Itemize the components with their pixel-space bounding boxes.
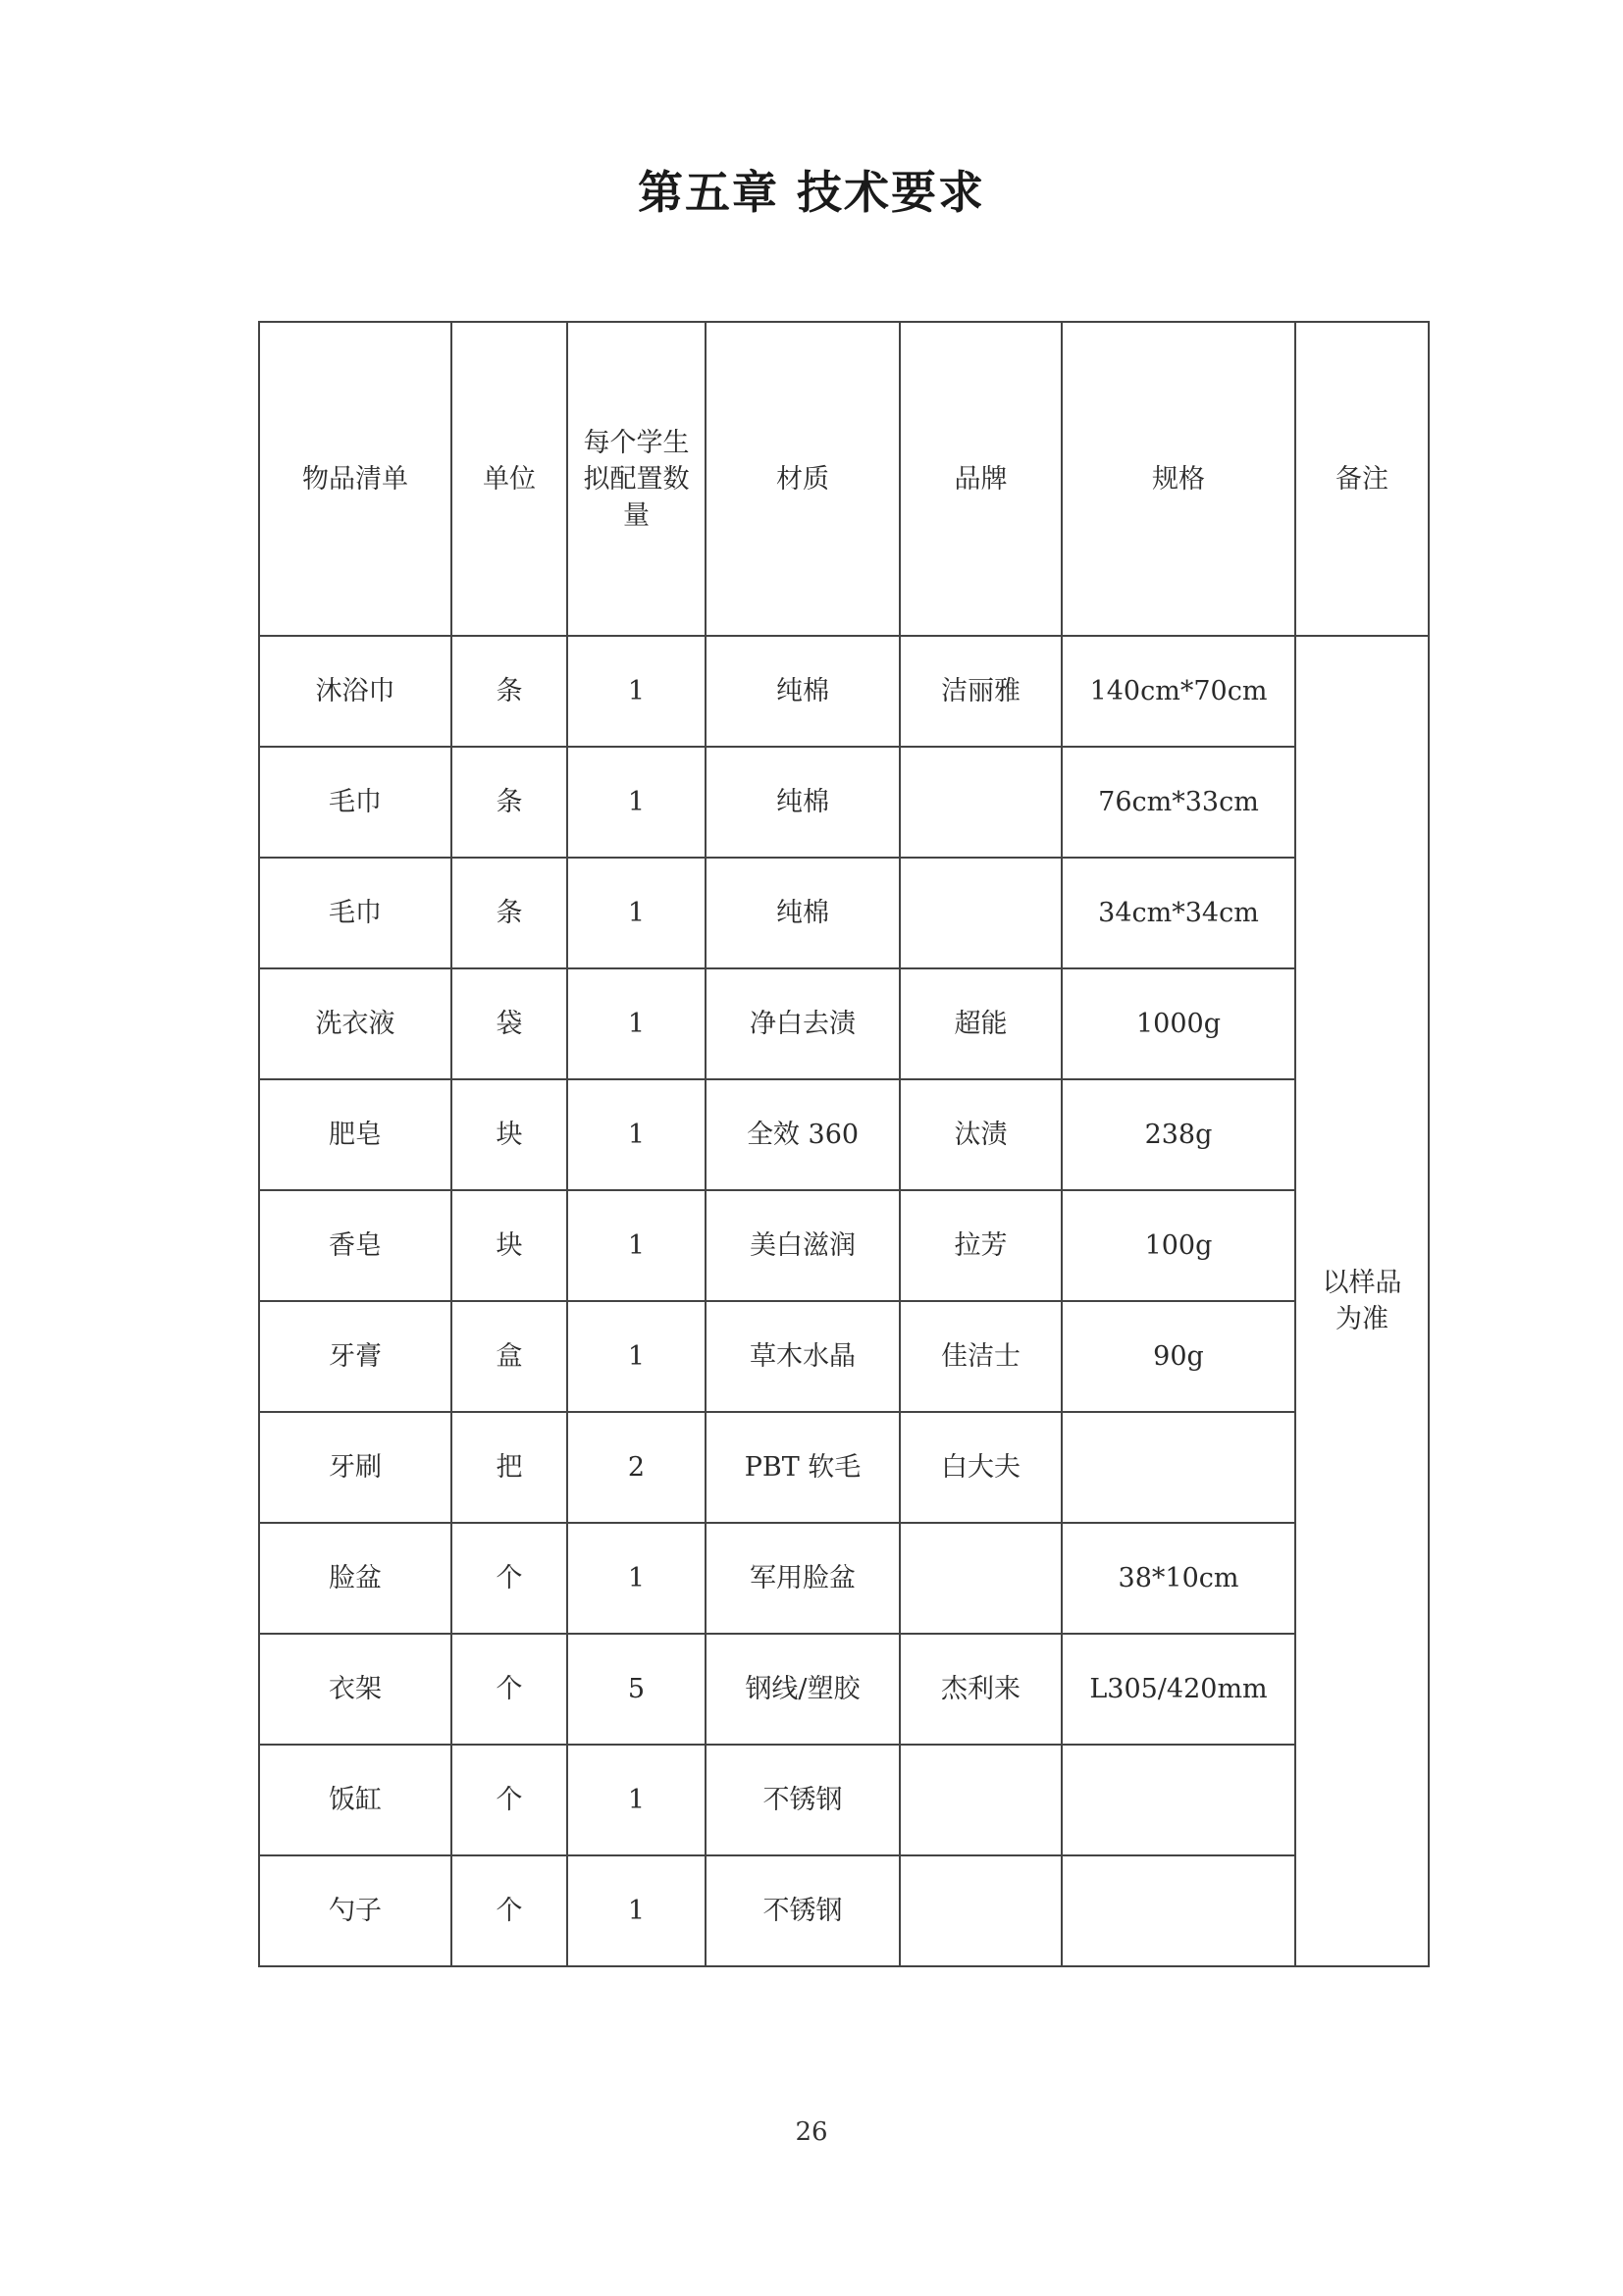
cell-brand [900,1745,1062,1855]
page-title: 第五章 技术要求 [637,166,985,219]
table-row [259,1523,1429,1634]
cell-material: 军用脸盆 [706,1523,900,1634]
note-text: 以样品为准 [1322,1268,1402,1334]
cell-qty: 2 [567,1412,706,1523]
cell-item: 毛巾 [259,858,451,968]
table-row [259,1745,1429,1855]
cell-qty: 5 [567,1634,706,1745]
table-row [259,1190,1429,1301]
header-material: 材质 [706,322,900,636]
page-number: 26 [795,2117,828,2147]
cell-unit: 条 [451,636,567,747]
cell-brand: 杰利来 [900,1634,1062,1745]
cell-qty: 1 [567,747,706,858]
cell-qty: 1 [567,636,706,747]
cell-spec [1062,1855,1295,1966]
cell-brand [900,747,1062,858]
cell-item: 饭缸 [259,1745,451,1855]
table-row [259,858,1429,968]
cell-material: 不锈钢 [706,1855,900,1966]
cell-material: 美白滋润 [706,1190,900,1301]
cell-note [1295,636,1429,1966]
cell-material: PBT 软毛 [706,1412,900,1523]
cell-brand [900,858,1062,968]
cell-spec [1062,1745,1295,1855]
cell-qty: 1 [567,1190,706,1301]
header-note: 备注 [1295,322,1429,636]
cell-unit: 条 [451,747,567,858]
table-row [259,1412,1429,1523]
cell-brand: 白大夫 [900,1412,1062,1523]
cell-spec [1062,1412,1295,1523]
cell-unit: 条 [451,858,567,968]
header-spec: 规格 [1062,322,1295,636]
cell-unit: 盒 [451,1301,567,1412]
cell-qty: 1 [567,1301,706,1412]
table-row [259,1079,1429,1190]
header-item: 物品清单 [259,322,451,636]
cell-brand: 拉芳 [900,1190,1062,1301]
cell-unit: 袋 [451,968,567,1079]
cell-unit: 个 [451,1634,567,1745]
cell-item: 肥皂 [259,1079,451,1190]
header-unit: 单位 [451,322,567,636]
cell-unit: 块 [451,1079,567,1190]
table-header-row [259,322,1429,636]
header-brand: 品牌 [900,322,1062,636]
table-row [259,968,1429,1079]
cell-item: 洗衣液 [259,968,451,1079]
cell-qty: 1 [567,1523,706,1634]
cell-qty: 1 [567,858,706,968]
cell-spec: 100g [1062,1190,1295,1301]
cell-item: 勺子 [259,1855,451,1966]
cell-material: 全效 360 [706,1079,900,1190]
cell-material: 纯棉 [706,858,900,968]
cell-material: 净白去渍 [706,968,900,1079]
cell-qty: 1 [567,968,706,1079]
cell-material: 纯棉 [706,636,900,747]
requirements-table [258,321,1430,1967]
cell-spec: 38*10cm [1062,1523,1295,1634]
cell-qty: 1 [567,1855,706,1966]
cell-spec: 140cm*70cm [1062,636,1295,747]
cell-brand: 佳洁士 [900,1301,1062,1412]
cell-material: 草木水晶 [706,1301,900,1412]
cell-brand: 超能 [900,968,1062,1079]
cell-item: 毛巾 [259,747,451,858]
cell-qty: 1 [567,1079,706,1190]
table-row [259,1634,1429,1745]
cell-material: 纯棉 [706,747,900,858]
cell-unit: 块 [451,1190,567,1301]
cell-spec: 76cm*33cm [1062,747,1295,858]
cell-spec: L305/420mm [1062,1634,1295,1745]
cell-brand [900,1855,1062,1966]
cell-unit: 把 [451,1412,567,1523]
cell-brand: 洁丽雅 [900,636,1062,747]
cell-brand: 汰渍 [900,1079,1062,1190]
cell-spec: 90g [1062,1301,1295,1412]
cell-item: 香皂 [259,1190,451,1301]
header-qty: 每个学生拟配置数量 [567,322,706,636]
table-row [259,1301,1429,1412]
cell-material: 钢线/塑胶 [706,1634,900,1745]
table-row [259,636,1429,747]
cell-brand [900,1523,1062,1634]
cell-unit: 个 [451,1523,567,1634]
cell-spec: 1000g [1062,968,1295,1079]
cell-item: 牙膏 [259,1301,451,1412]
cell-item: 牙刷 [259,1412,451,1523]
cell-unit: 个 [451,1745,567,1855]
cell-item: 沐浴巾 [259,636,451,747]
cell-material: 不锈钢 [706,1745,900,1855]
table-row [259,747,1429,858]
cell-item: 脸盆 [259,1523,451,1634]
cell-spec: 34cm*34cm [1062,858,1295,968]
cell-item: 衣架 [259,1634,451,1745]
cell-qty: 1 [567,1745,706,1855]
table-row [259,1855,1429,1966]
cell-spec: 238g [1062,1079,1295,1190]
cell-unit: 个 [451,1855,567,1966]
